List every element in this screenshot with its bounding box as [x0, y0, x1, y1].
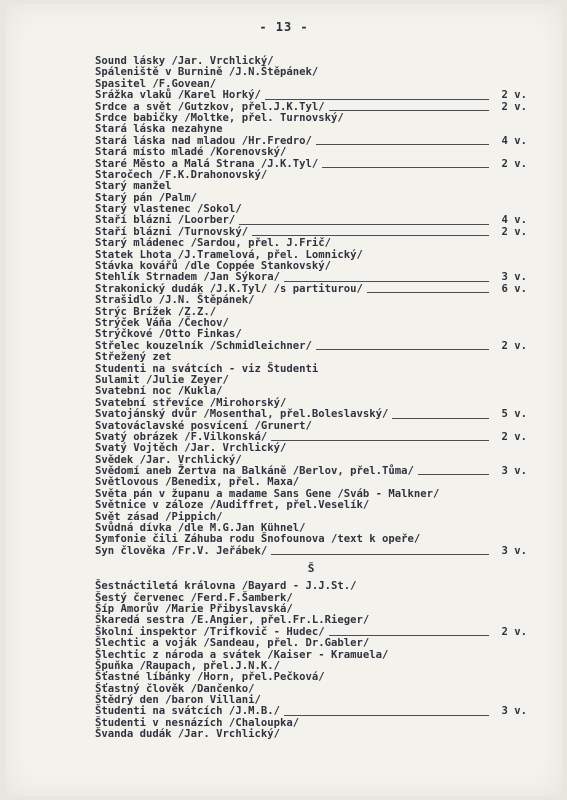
entry-title: Spáleniště v Burnině /J.N.Štěpánek/	[95, 66, 319, 79]
entry-title: Šťastné líbánky /Horn, přel.Pečková/	[95, 671, 325, 684]
entry-title: Švanda dudák /Jar. Vrchlický/	[95, 728, 280, 741]
entry-title: Střežený zet	[95, 351, 172, 364]
copy-count: 2 v.	[501, 430, 527, 443]
leader-line	[367, 292, 489, 293]
entry-title: Stehlík Strnadem /Jan Sýkora/	[95, 271, 280, 284]
catalog-entry	[95, 90, 527, 101]
entry-title: Starý manžel	[95, 180, 172, 193]
catalog-entry	[95, 546, 527, 557]
entry-title: Šťastný člověk /Dančenko/	[95, 682, 255, 695]
leader-line	[316, 349, 489, 350]
catalog-entry	[95, 443, 527, 454]
entry-title: Symfonie čili Záhuba rodu Šnofounova /text k opeře/	[95, 533, 421, 546]
leader-line	[239, 224, 489, 225]
entry-title: Špuňka /Raupach, přel.J.N.K./	[95, 659, 280, 672]
leader-line	[284, 715, 489, 716]
document-page	[6, 4, 562, 796]
entry-title: Strýček Váňa /Čechov/	[95, 316, 229, 329]
entry-title: Syn člověka /Fr.V. Jeřábek/	[95, 544, 268, 557]
copy-count: 2 v.	[501, 157, 527, 170]
catalog-entry	[95, 181, 527, 192]
catalog-entry	[95, 238, 527, 249]
entry-title: Sound lásky /Jar. Vrchlický/	[95, 55, 274, 67]
entry-title: Svět zásad /Pippich/	[95, 510, 223, 523]
entry-title: Svatý obrázek /F.Vilkonská/	[95, 430, 268, 443]
entry-title: Svatojánský dvůr /Mosenthal, přel.Boleslavský/	[95, 408, 389, 421]
entry-title: Spasitel /F.Govean/	[95, 77, 217, 90]
entry-title: Svědek /Jar. Vrchlický/	[95, 453, 242, 466]
leader-line	[265, 99, 489, 100]
entry-title: Strašidlo /J.N. Štěpánek/	[95, 294, 255, 307]
entry-title: Starý mládenec /Sardou, přel. J.Frič/	[95, 237, 331, 250]
section-heading: Š	[307, 562, 315, 576]
entry-title: Světa pán v županu a madame Sans Gene /Sváb - Malkner/	[95, 487, 440, 500]
entry-title: Staří blázni /Loorber/	[95, 214, 236, 227]
copy-count: 2 v.	[501, 89, 527, 102]
entry-title: Študenti v nesnázích /Chaloupka/	[95, 716, 300, 729]
leader-line	[284, 281, 489, 282]
entry-title: Školní inspektor /Trifkovič - Hudec/	[95, 625, 325, 638]
leader-line	[271, 554, 489, 555]
entry-title: Statek Lhota /J.Tramelová, přel. Lomnický/	[95, 248, 363, 261]
entry-title: Strakonický dudák /J.K.Tyl/ /s partiturou/	[95, 282, 363, 295]
page-number: - 13 -	[259, 20, 309, 34]
entry-title: Stávka kovářů /dle Coppée Stankovský/	[95, 260, 331, 273]
entry-title: Svůdná dívka /dle M.G.Jan Kühnel/	[95, 522, 306, 535]
entry-title: Šestnáctiletá královna /Bayard - J.J.St./	[95, 580, 357, 593]
entry-title: Stará láska nezahyne	[95, 123, 223, 136]
catalog-entry	[95, 729, 527, 740]
catalog-entry	[95, 386, 527, 397]
catalog-entry	[95, 295, 527, 306]
entry-title: Sulamit /Julie Zeyer/	[95, 373, 229, 386]
catalog-entry	[95, 409, 527, 420]
entry-title: Svatováclavské posvícení /Grunert/	[95, 419, 312, 432]
entry-title: Staročech /F.K.Drahonovský/	[95, 168, 268, 181]
entry-title: Staré Město a Malá Strana /J.K.Tyl/	[95, 157, 319, 170]
copy-count: 3 v.	[501, 544, 527, 557]
catalog-entry	[95, 672, 527, 683]
entry-title: Staří blázni /Turnovský/	[95, 225, 249, 238]
entry-title: Svatební střevíce /Mirohorský/	[95, 396, 287, 409]
copy-count: 2 v.	[501, 100, 527, 113]
entry-title: Starý vlastenec /Sokol/	[95, 203, 242, 216]
catalog-entry	[95, 581, 527, 592]
leader-line	[418, 474, 489, 475]
entry-title: Svatý Vojtěch /Jar. Vrchlický/	[95, 442, 287, 455]
entry-title: Strýc Brížek /Z.Z./	[95, 305, 217, 318]
entry-title: Štědrý den /baron Villani/	[95, 694, 261, 707]
entry-title: Šíp Amorův /Marie Přibyslavská/	[95, 602, 293, 615]
entry-title: Srdce a svět /Gutzkov, přel.J.K.Tyl/	[95, 100, 325, 113]
entry-title: Srážka vlaků /Karel Horký/	[95, 89, 261, 102]
copy-count: 4 v.	[501, 134, 527, 147]
leader-line	[271, 440, 489, 441]
entry-title: Strýčkové /Otto Finkas/	[95, 328, 242, 341]
copy-count: 2 v.	[501, 225, 527, 238]
copy-count: 5 v.	[501, 408, 527, 421]
entry-title: Škaredá sestra /E.Angier, přel.Fr.L.Rieger/	[95, 614, 370, 627]
entry-title: Svatební noc /Kukla/	[95, 385, 223, 398]
copy-count: 6 v.	[501, 282, 527, 295]
entry-title: Šlechtic a voják /Sandeau, přel. Dr.Gabler/	[95, 637, 370, 650]
entry-title: Stará láska nad mladou /Hr.Fredro/	[95, 134, 312, 147]
leader-line	[329, 110, 489, 111]
copy-count: 4 v.	[501, 214, 527, 227]
catalog-entry	[95, 500, 527, 511]
entry-title: Šestý červenec /Ferd.F.Šamberk/	[95, 591, 293, 604]
entry-title: Stará místo mladé /Korenovský/	[95, 146, 287, 159]
copy-count: 2 v.	[501, 625, 527, 638]
leader-line	[329, 635, 489, 636]
entry-title: Svědomí aneb Žertva na Balkáně /Berlov, přel.Tůma/	[95, 465, 414, 478]
catalog-list	[95, 56, 527, 741]
leader-line	[316, 144, 489, 145]
entry-title: Srdce babičky /Moltke, přel. Turnovský/	[95, 111, 344, 124]
catalog-entry	[95, 638, 527, 649]
copy-count: 3 v.	[501, 465, 527, 478]
entry-title: Šlechtic z národa a svátek /Kaiser - Kramuela/	[95, 648, 389, 661]
copy-count: 3 v.	[501, 705, 527, 718]
entry-title: Střelec kouzelník /Schmidleichner/	[95, 339, 312, 352]
entry-title: Starý pán /Palm/	[95, 191, 198, 204]
catalog-entry	[95, 147, 527, 158]
entry-title: Světnice v záloze /Audiffret, přel.Veselík/	[95, 499, 370, 512]
copy-count: 3 v.	[501, 271, 527, 284]
entry-title: Študenti na svátcích /J.M.B./	[95, 705, 280, 718]
entry-title: Studenti na svátcích - viz Študenti	[95, 362, 319, 375]
copy-count: 2 v.	[501, 339, 527, 352]
leader-line	[322, 167, 489, 168]
entry-title: Světlovous /Benedix, přel. Maxa/	[95, 476, 300, 489]
catalog-entry	[95, 352, 527, 363]
leader-line	[392, 418, 489, 419]
